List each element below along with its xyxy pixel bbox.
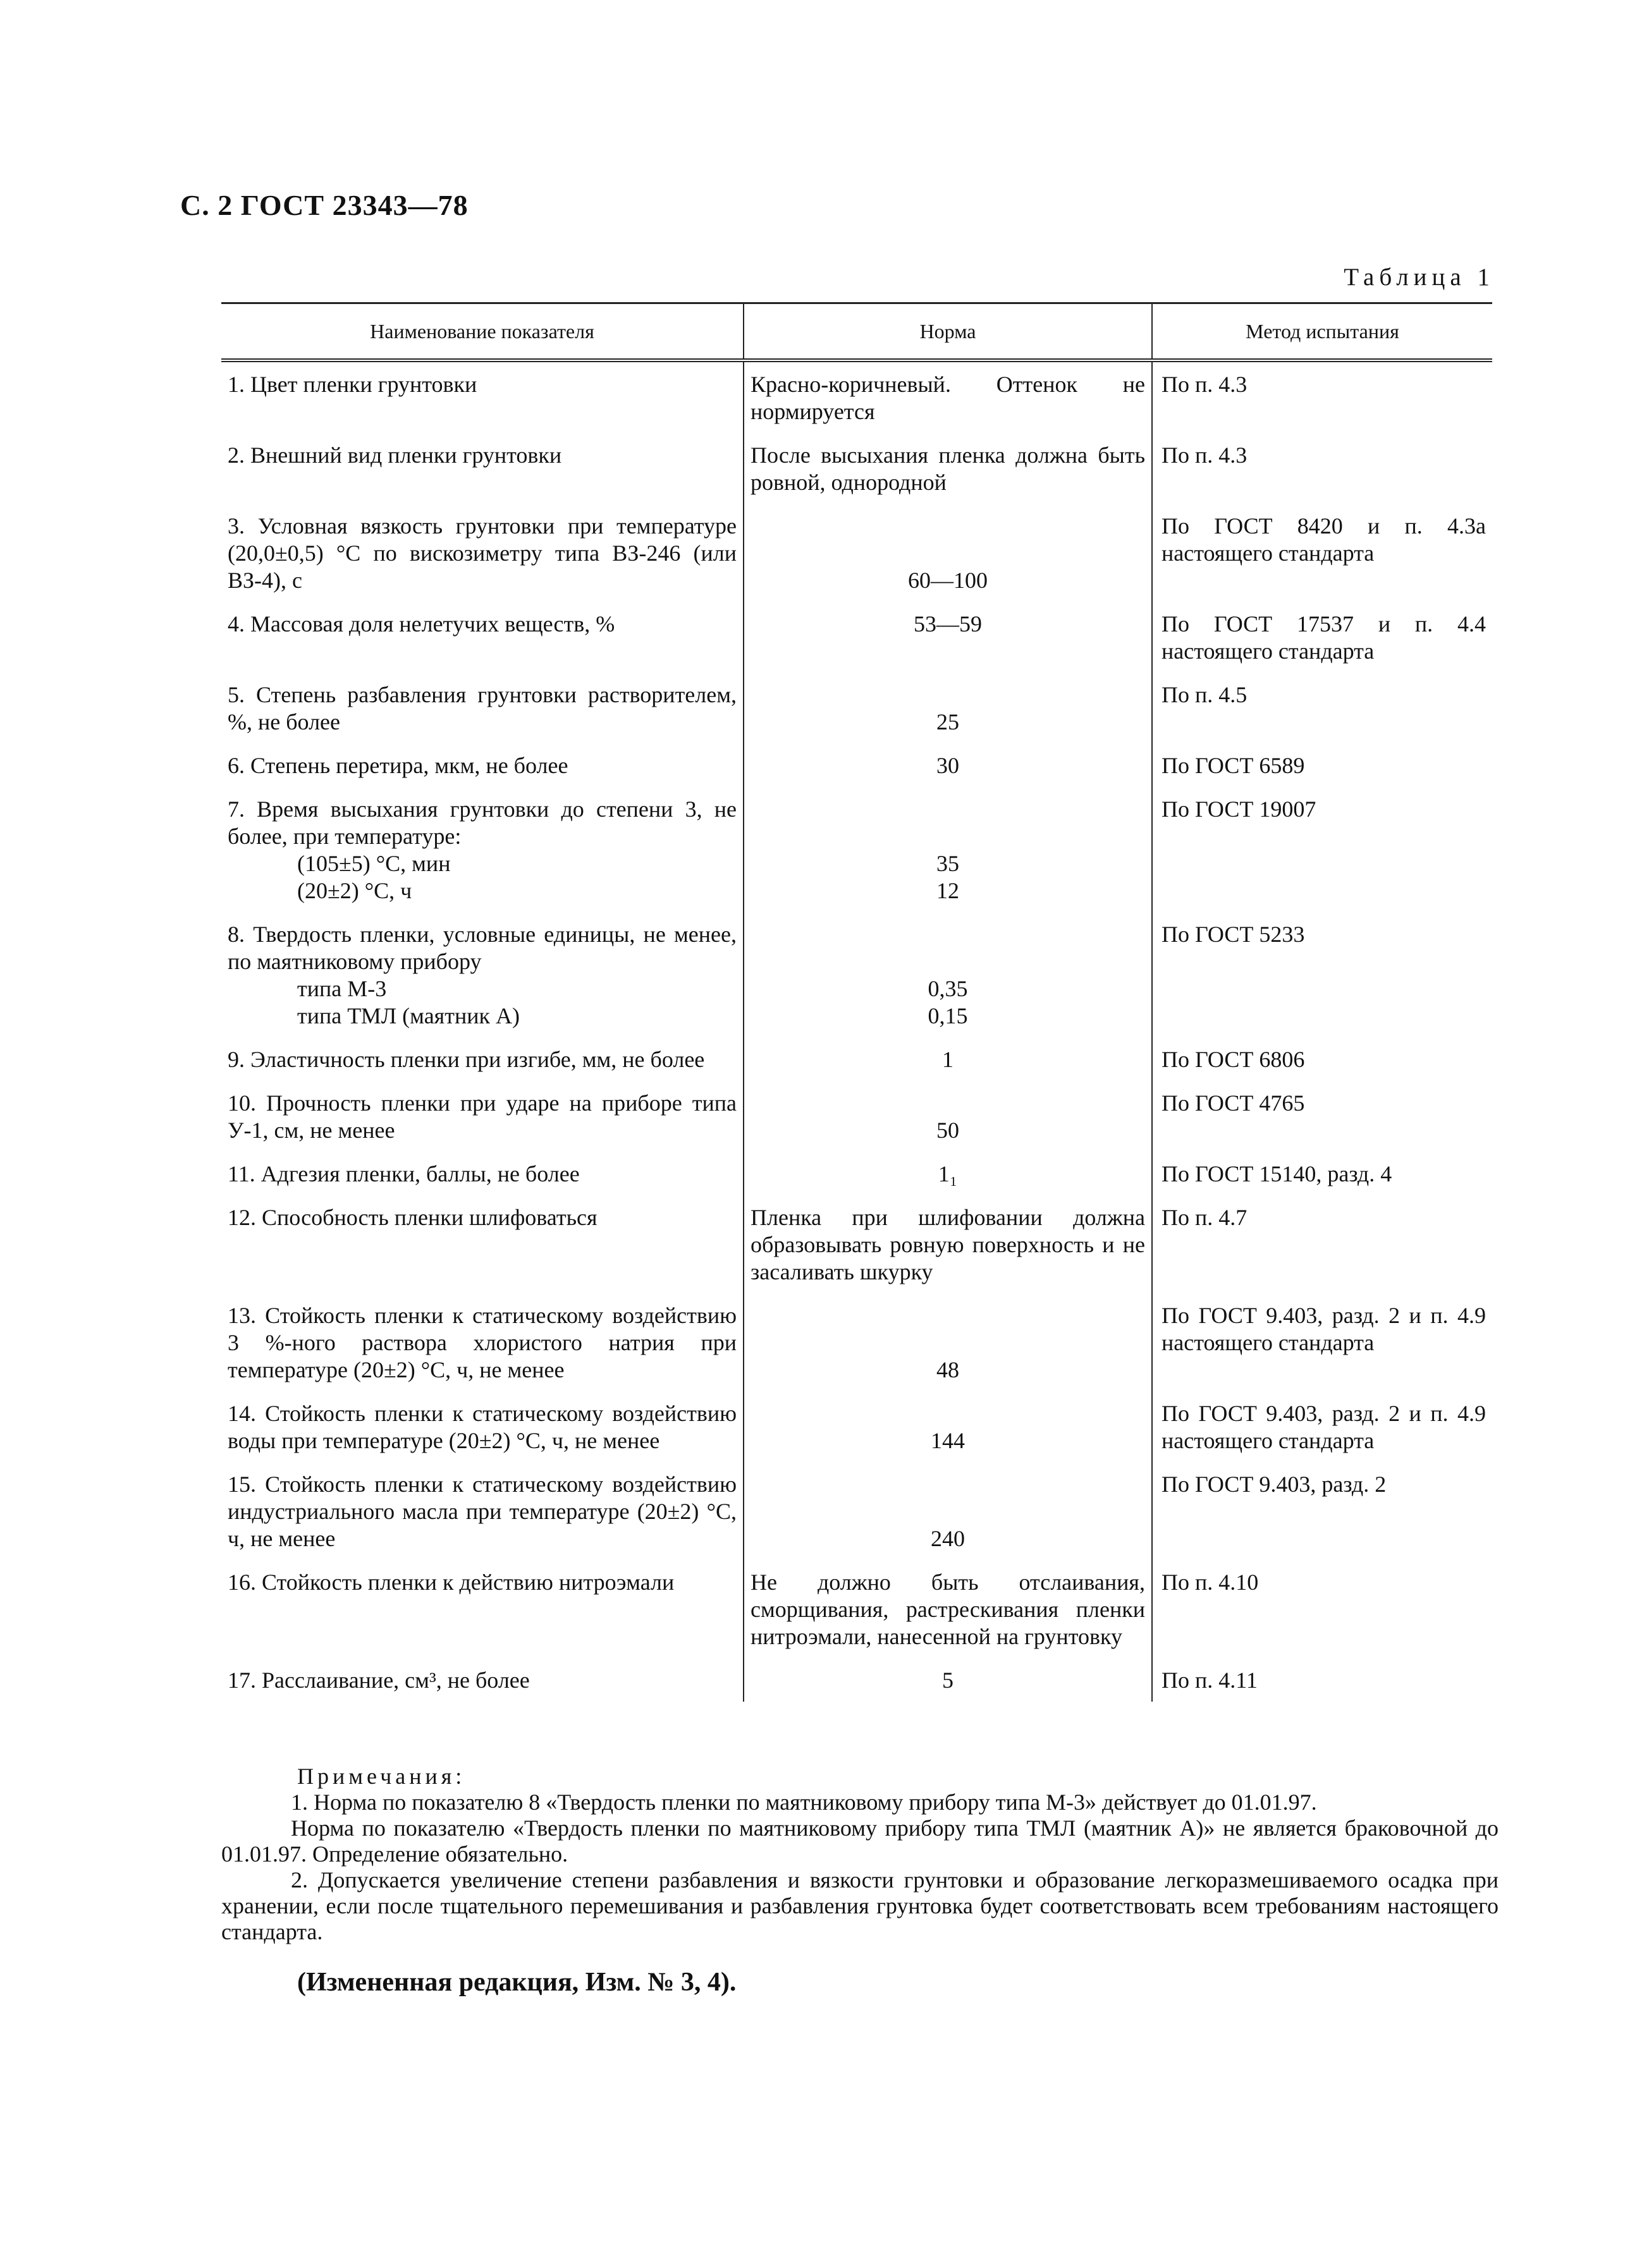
- row-name: 15. Стойкость пленки к статическому воздействию индустриального масла при температуре (20±2) °С, ч, не менее: [228, 1472, 737, 1551]
- row-norm: 1₁: [744, 1152, 1152, 1195]
- row-method: По ГОСТ 6806: [1152, 1037, 1492, 1081]
- row-method: По ГОСТ 5233: [1152, 912, 1492, 1037]
- row-norm: 25: [744, 673, 1152, 743]
- row-name: 8. Твердость пленки, условные единицы, не менее, по маятниковому прибору: [228, 922, 737, 974]
- table-row: [221, 912, 1492, 1037]
- table-row: [221, 1081, 1492, 1152]
- row-name: 14. Стойкость пленки к статическому воздействию воды при температуре (20±2) °С, ч, не менее: [228, 1401, 737, 1453]
- row-norm: 30: [744, 743, 1152, 787]
- row-norm: 144: [744, 1391, 1152, 1462]
- row-norm: 0,35: [928, 976, 968, 1001]
- row-norm: 1: [744, 1037, 1152, 1081]
- row-norm: 60—100: [744, 504, 1152, 602]
- table-row: [221, 743, 1492, 787]
- table-row: [221, 1195, 1492, 1293]
- row-subitem: (105±5) °С, мин: [297, 851, 451, 876]
- row-name: 12. Способность пленки шлифоваться: [228, 1205, 598, 1230]
- table-label: Таблица 1: [1344, 264, 1495, 291]
- note-item: Норма по показателю «Твердость пленки по маятниковому прибору типа ТМЛ (маятник А)» не является браковочной до 01.01.97. Определение обязательно.: [221, 1815, 1499, 1867]
- row-name: 6. Степень перетира, мкм, не более: [228, 753, 568, 778]
- table-row: [221, 504, 1492, 602]
- table-row: [221, 1293, 1492, 1391]
- amendment-note: (Измененная редакция, Изм. № 3, 4).: [297, 1968, 737, 1997]
- row-method: По ГОСТ 4765: [1152, 1081, 1492, 1152]
- table-row: [221, 673, 1492, 743]
- table-row: [221, 1462, 1492, 1560]
- table-row: [221, 1152, 1492, 1195]
- row-name: 10. Прочность пленки при ударе на приборе типа У-1, см, не менее: [228, 1090, 737, 1143]
- row-norm: 50: [744, 1081, 1152, 1152]
- notes-section: [221, 1764, 1499, 1945]
- table-row: [221, 1560, 1492, 1658]
- row-name: 11. Адгезия пленки, баллы, не более: [228, 1161, 580, 1186]
- table-row: [221, 602, 1492, 673]
- row-norm: 240: [744, 1462, 1152, 1560]
- row-method: По ГОСТ 9.403, разд. 2: [1152, 1462, 1492, 1560]
- row-norm-group: [744, 912, 1152, 1037]
- row-norm: Не должно быть отслаивания, сморщивания, растрескивания пленки нитроэмали, нанесенной на грунтовку: [744, 1560, 1152, 1658]
- row-name: 16. Стойкость пленки к действию нитроэмали: [228, 1570, 675, 1595]
- row-norm: 35: [936, 851, 959, 876]
- row-subitem: типа ТМЛ (маятник А): [297, 1003, 520, 1028]
- row-norm: 53—59: [744, 602, 1152, 673]
- row-method: По п. 4.3: [1152, 433, 1492, 504]
- row-method: По п. 4.7: [1152, 1195, 1492, 1293]
- row-method: По ГОСТ 9.403, разд. 2 и п. 4.9 настоящего стандарта: [1152, 1391, 1492, 1462]
- row-name: 3. Условная вязкость грунтовки при температуре (20,0±0,5) °С по вискозиметру типа ВЗ-246 (или ВЗ-4), с: [228, 513, 737, 593]
- row-name: 13. Стойкость пленки к статическому воздействию 3 %-ного раствора хлористого натрия при температуре (20±2) °С, ч, не менее: [228, 1303, 737, 1382]
- row-name: 1. Цвет пленки грунтовки: [228, 372, 477, 397]
- row-norm: 48: [744, 1293, 1152, 1391]
- row-method: По п. 4.5: [1152, 673, 1492, 743]
- row-method: По п. 4.3: [1152, 360, 1492, 433]
- table-row: [221, 1037, 1492, 1081]
- row-name: 7. Время высыхания грунтовки до степени 3, не более, при температуре:: [228, 796, 737, 849]
- column-header-name: Наименование показателя: [221, 303, 744, 361]
- row-norm: 5: [744, 1658, 1152, 1702]
- row-subitem: типа М-3: [297, 976, 387, 1001]
- row-name: 2. Внешний вид пленки грунтовки: [228, 442, 562, 468]
- row-method: По ГОСТ 15140, разд. 4: [1152, 1152, 1492, 1195]
- row-norm: После высыхания пленка должна быть ровной, однородной: [744, 433, 1152, 504]
- row-name: 17. Расслаивание, см³, не более: [228, 1667, 530, 1693]
- table-row: [221, 1391, 1492, 1462]
- column-header-method: Метод испытания: [1152, 303, 1492, 361]
- note-item: 2. Допускается увеличение степени разбавления и вязкости грунтовки и образование легкоразмешиваемого осадка при хранении, если после тщательного перемешивания и разбавления грунтовка будет соответствовать всем требованиям настоящего стандарта.: [221, 1867, 1499, 1944]
- row-norm-group: [744, 787, 1152, 912]
- row-norm: Красно-коричневый. Оттенок не нормируется: [744, 360, 1152, 433]
- note-item: 1. Норма по показателю 8 «Твердость пленки по маятниковому прибору типа М-3» действует до 01.01.97.: [291, 1789, 1317, 1815]
- row-method: По ГОСТ 8420 и п. 4.3а настоящего стандарта: [1152, 504, 1492, 602]
- row-method: По п. 4.10: [1152, 1560, 1492, 1658]
- notes-title: Примечания:: [297, 1764, 466, 1789]
- row-method: По ГОСТ 19007: [1152, 787, 1492, 912]
- table-row: [221, 787, 1492, 912]
- table-row: [221, 1658, 1492, 1702]
- row-name: 4. Массовая доля нелетучих веществ, %: [228, 611, 615, 637]
- table-row: [221, 433, 1492, 504]
- row-method: По п. 4.11: [1152, 1658, 1492, 1702]
- properties-table: [221, 302, 1492, 1702]
- row-name-group: [221, 787, 744, 912]
- column-header-norm: Норма: [744, 303, 1152, 361]
- row-name-group: [221, 912, 744, 1037]
- row-subitem: (20±2) °С, ч: [297, 878, 412, 903]
- row-method: По ГОСТ 6589: [1152, 743, 1492, 787]
- table-row: [221, 360, 1492, 433]
- row-name: 5. Степень разбавления грунтовки растворителем, %, не более: [228, 682, 737, 735]
- row-method: По ГОСТ 9.403, разд. 2 и п. 4.9 настоящего стандарта: [1152, 1293, 1492, 1391]
- row-norm: 0,15: [928, 1003, 968, 1028]
- row-norm: 12: [936, 878, 959, 903]
- row-norm: Пленка при шлифовании должна образовывать ровную поверхность и не засаливать шкурку: [744, 1195, 1152, 1293]
- row-name: 9. Эластичность пленки при изгибе, мм, не более: [228, 1047, 705, 1072]
- row-method: По ГОСТ 17537 и п. 4.4 настоящего стандарта: [1152, 602, 1492, 673]
- page-header: С. 2 ГОСТ 23343—78: [180, 189, 469, 221]
- table-header-row: [221, 303, 1492, 361]
